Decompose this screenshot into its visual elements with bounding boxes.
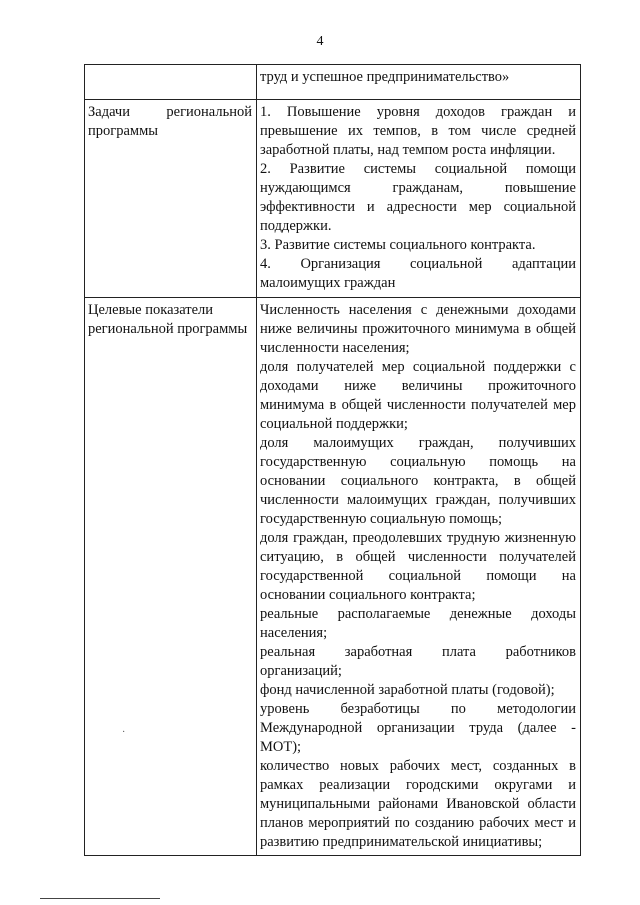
goal-continuation-text: труд и успешное предпринимательство»	[260, 69, 510, 85]
table-row	[85, 100, 581, 298]
indicator-item: реальная заработная плата работников организаций;	[260, 644, 576, 679]
table-row	[85, 298, 581, 856]
indicator-item: количество новых рабочих мест, созданных в рамках реализации городскими округами и муниципальными районами Ивановской области планов мероприятий по созданию рабочих мест и развитию предпринимательской инициативы;	[260, 758, 576, 850]
task-item: 4. Организация социальной адаптации малоимущих граждан	[260, 256, 576, 291]
row-label-tasks	[85, 100, 257, 298]
indicator-item: доля малоимущих граждан, получивших государственную социальную помощь на основании социального контракта, в общей численности малоимущих граждан, получивших государственную социальную помощь;	[260, 435, 576, 527]
task-item: 3. Развитие системы социального контракта.	[260, 237, 536, 253]
footnote-separator	[40, 898, 160, 899]
page-number: 4	[316, 34, 324, 49]
row-label-indicators-text: Целевые показатели региональной программы	[88, 302, 248, 337]
indicator-item: реальные располагаемые денежные доходы населения;	[260, 606, 576, 641]
table-row	[85, 65, 581, 100]
tasks-list	[257, 100, 581, 298]
indicator-item: Численность населения с денежными доходами ниже величины прожиточного минимума в общей численности населения;	[260, 302, 576, 356]
row-label-indicators	[85, 298, 257, 856]
program-passport-table	[84, 64, 581, 856]
task-item: 2. Развитие системы социальной помощи нуждающимся гражданам, повышение эффективности и адресности мер социальной поддержки.	[260, 161, 576, 234]
goal-continuation	[257, 65, 581, 100]
task-item: 1. Повышение уровня доходов граждан и превышение их темпов, в том числе средней заработной платы, над темпом роста инфляции.	[260, 104, 576, 158]
indicator-item: доля получателей мер социальной поддержки с доходами ниже величины прожиточного минимума в общей численности получателей мер социальной поддержки;	[260, 359, 576, 432]
indicator-item: доля граждан, преодолевших трудную жизненную ситуацию, в общей численности получателей государственной социальной помощи на основании социального контракта;	[260, 530, 576, 603]
row-label-tasks-text: Задачи региональной программы	[88, 104, 252, 139]
scan-speck: ·	[122, 727, 126, 738]
indicators-list	[257, 298, 581, 856]
indicator-item: уровень безработицы по методологии Международной организации труда (далее - МОТ);	[260, 701, 576, 755]
indicator-item: фонд начисленной заработной платы (годовой);	[260, 682, 555, 698]
row-label-empty	[85, 65, 257, 100]
